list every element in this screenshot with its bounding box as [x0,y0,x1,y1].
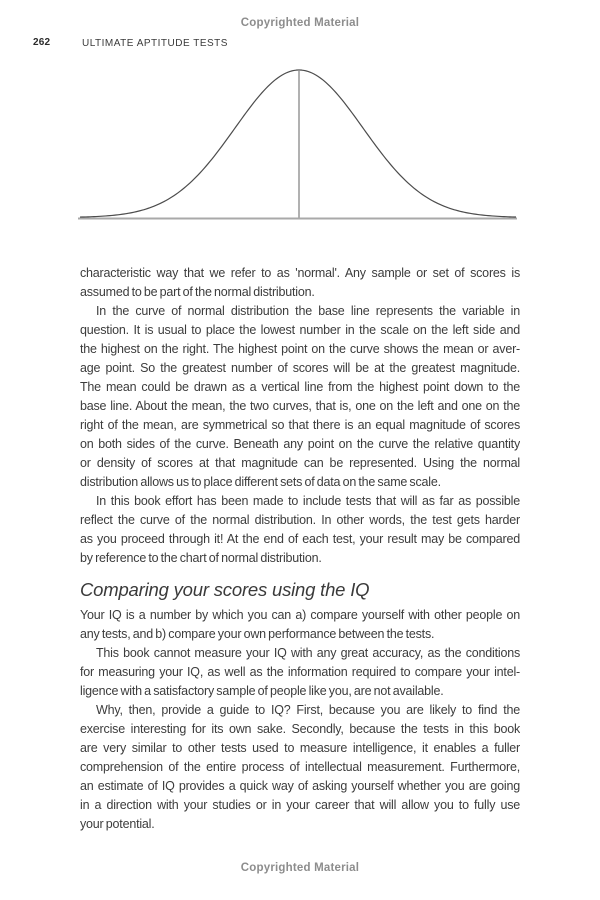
normal-distribution-figure [60,60,540,230]
text-line: In this book effort has been made to include tests that will as far as possible [96,494,520,508]
text-line: age point. So the greatest number of scores will be at the greatest magnitude. [80,361,520,375]
text-line: on both sides of the curve. Beneath any point on the curve the relative quantity [80,437,520,451]
text-line: by reference to the chart of normal distribution. [80,551,322,565]
running-head: ULTIMATE APTITUDE TESTS [82,37,228,49]
text-line: an estimate of IQ provides a quick way of asking yourself whether you are going [80,779,520,793]
text-line: are very similar to other tests used to measure intelligence, it enables a fuller [80,741,520,755]
text-line: the highest on the right. The highest point on the curve shows the mean or aver- [80,342,520,356]
section-heading: Comparing your scores using the IQ [80,579,370,600]
text-line: reflect the curve of the normal distribution. In other words, the test gets harder [80,513,520,527]
text-line: Your IQ is a number by which you can a) compare yourself with other people on [80,608,520,622]
text-line: in a direction with your studies or in your career that will allow you to fully use [80,798,520,812]
text-line: The mean could be drawn as a vertical line from the highest point down to the [80,380,520,394]
bell-curve-svg [60,60,540,230]
text-line: right of the mean, are symmetrical so that there is an equal magnitude of scores [80,418,520,432]
text-line: exercise interesting for its own sake. Secondly, because the tests in this book [80,722,520,736]
text-line: comprehension of the entire process of intellectual measurement. Furthermore, [80,760,520,774]
text-line: or density of scores at that magnitude can be represented. Using the normal [80,456,520,470]
text-line: distribution allows us to place different sets of data on the same scale. [80,475,441,489]
text-line: In the curve of normal distribution the base line represents the variable in [96,304,520,318]
text-line: as you proceed through it! At the end of each test, your result may be compared [80,532,520,546]
text-line: base line. About the mean, the two curves, that is, one on the left and one on the [80,399,520,413]
text-line: for measuring your IQ, as well as the information required to compare your intel- [80,665,520,679]
text-line: question. It is usual to place the lowest number in the scale on the left side and [80,323,520,337]
bell-curve [80,70,516,217]
text-line: This book cannot measure your IQ with any great accuracy, as the conditions [96,646,520,660]
text-line: Why, then, provide a guide to IQ? First, because you are likely to find the [96,703,520,717]
page-number: 262 [33,37,51,48]
text-line: characteristic way that we refer to as 'normal'. Any sample or set of scores is [80,266,520,280]
text-line: assumed to be part of the normal distribution. [80,285,315,299]
body-text [80,264,520,834]
copyright-notice-top: Copyrighted Material [240,17,360,29]
copyright-notice-bottom: Copyrighted Material [240,862,360,874]
text-line: ligence with a satisfactory sample of people like you, are not available. [80,684,444,698]
text-line: any tests, and b) compare your own performance between the tests. [80,627,435,641]
text-line: your potential. [80,817,155,831]
